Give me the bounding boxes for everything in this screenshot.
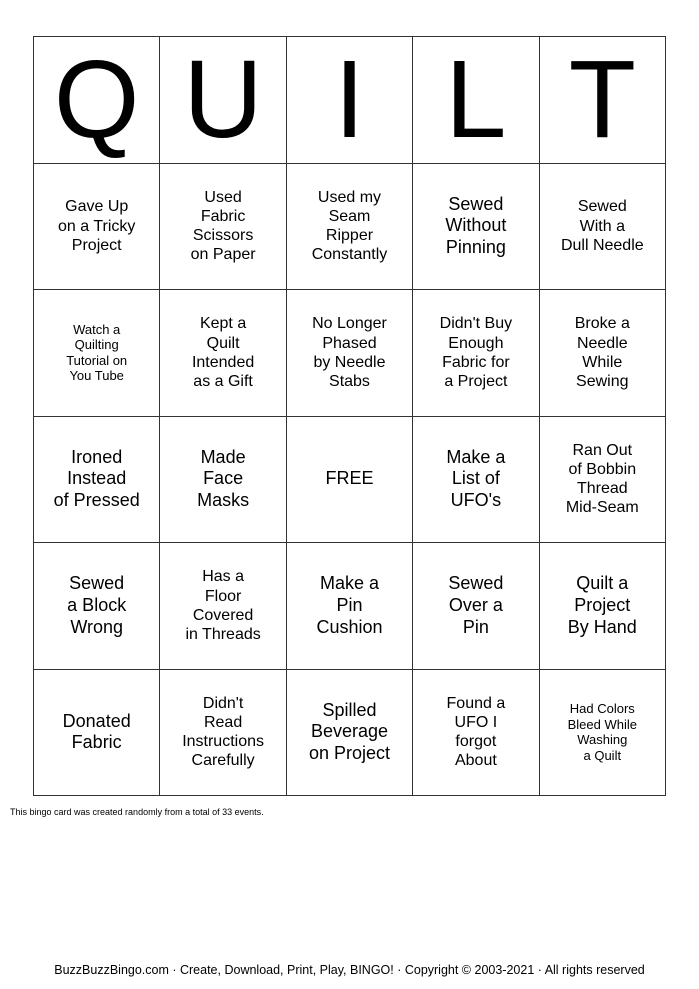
header-letter-q: Q	[34, 37, 160, 164]
bingo-cell-r1-c2: Used Fabric Scissors on Paper	[160, 164, 286, 291]
bingo-cell-r4-c5: Quilt a Project By Hand	[540, 543, 666, 670]
bingo-cell-r2-c4: Didn't Buy Enough Fabric for a Project	[413, 290, 539, 417]
header-letter-t: T	[540, 37, 666, 164]
bingo-cell-r5-c1: Donated Fabric	[34, 670, 160, 797]
bingo-cell-r2-c2: Kept a Quilt Intended as a Gift	[160, 290, 286, 417]
bingo-cell-r3-c2: Made Face Masks	[160, 417, 286, 544]
bingo-cell-r2-c5: Broke a Needle While Sewing	[540, 290, 666, 417]
bingo-cell-r1-c5: Sewed With a Dull Needle	[540, 164, 666, 291]
bingo-cell-r3-c4: Make a List of UFO's	[413, 417, 539, 544]
bingo-cell-r2-c1: Watch a Quilting Tutorial on You Tube	[34, 290, 160, 417]
header-letter-u: U	[160, 37, 286, 164]
bingo-cell-r4-c3: Make a Pin Cushion	[287, 543, 413, 670]
bingo-cell-r4-c4: Sewed Over a Pin	[413, 543, 539, 670]
bingo-cell-r5-c2: Didn't Read Instructions Carefully	[160, 670, 286, 797]
bingo-cell-r5-c4: Found a UFO I forgot About	[413, 670, 539, 797]
bingo-cell-r5-c3: Spilled Beverage on Project	[287, 670, 413, 797]
copyright-footer: BuzzBuzzBingo.com · Create, Download, Print, Play, BINGO! · Copyright © 2003-2021 · All rights reserved	[54, 963, 645, 977]
bingo-cell-r4-c2: Has a Floor Covered in Threads	[160, 543, 286, 670]
bingo-cell-r3-c5: Ran Out of Bobbin Thread Mid-Seam	[540, 417, 666, 544]
bingo-card	[33, 36, 666, 796]
header-letter-l: L	[413, 37, 539, 164]
bingo-cell-r4-c1: Sewed a Block Wrong	[34, 543, 160, 670]
bingo-cell-r1-c3: Used my Seam Ripper Constantly	[287, 164, 413, 291]
generation-note: This bingo card was created randomly from a total of 33 events.	[10, 807, 264, 817]
bingo-cell-r5-c5: Had Colors Bleed While Washing a Quilt	[540, 670, 666, 797]
free-space-cell: FREE	[287, 417, 413, 544]
bingo-cell-r1-c1: Gave Up on a Tricky Project	[34, 164, 160, 291]
bingo-cell-r3-c1: Ironed Instead of Pressed	[34, 417, 160, 544]
header-letter-i: I	[287, 37, 413, 164]
bingo-cell-r2-c3: No Longer Phased by Needle Stabs	[287, 290, 413, 417]
bingo-cell-r1-c4: Sewed Without Pinning	[413, 164, 539, 291]
